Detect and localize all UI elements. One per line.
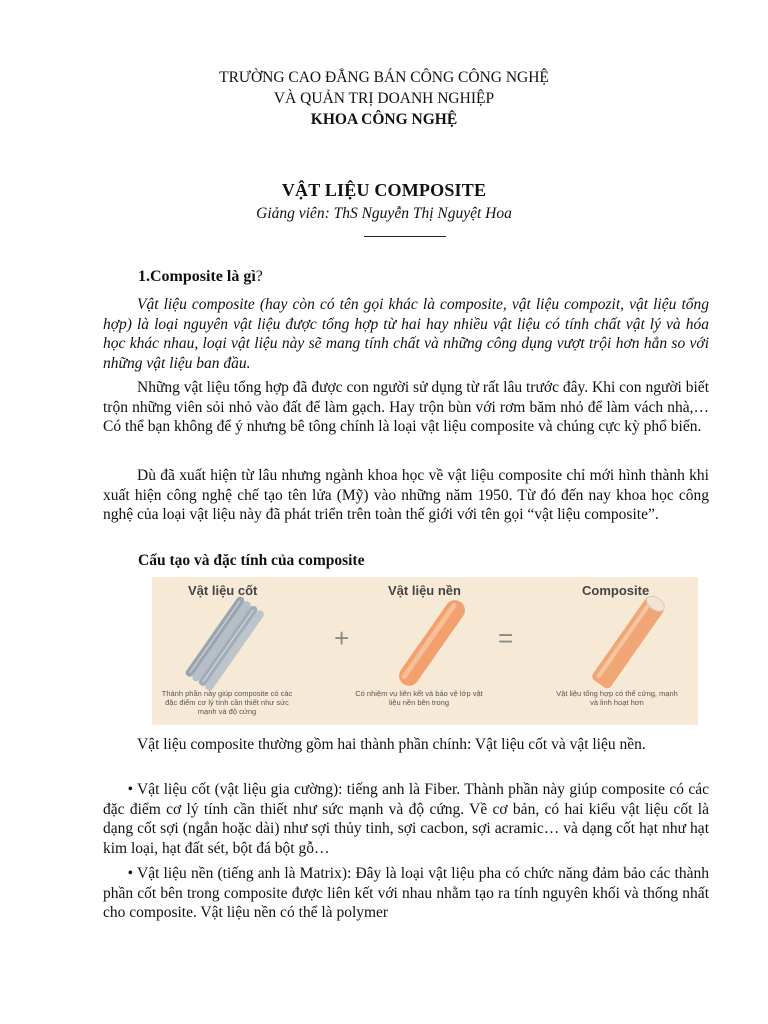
matrix-caption: Có nhiệm vụ liên kết và bảo vệ lớp vật liệu nền bên trong: [355, 689, 483, 707]
composite-label: Composite: [582, 583, 650, 598]
composite-caption: Vật liệu tổng hợp có thể cứng, mạnh và linh hoạt hơn: [556, 689, 678, 707]
matrix-bar-illustration: [395, 596, 469, 689]
document-title: VẬT LIỆU COMPOSITE: [281, 180, 487, 200]
equals-sign: =: [498, 623, 514, 653]
bullet-matrix: [103, 864, 709, 923]
paragraph-definition-text: Vật liệu composite (hay còn có tên gọi khác là composite, vật liệu compozit, vật liệu tổng hợp) là loại nguyên vật liệu được tổng hợp từ hai hay nhiều vật liệu có tính chất vật lý và hóa học khác nhau, loại vật liệu này sẽ mang tính chất và những công dụng vượt trội hơn hẳn so với những vật liệu ban đầu.: [103, 296, 709, 372]
bullet-matrix-mark: •: [127, 865, 133, 882]
school-name-line2: VÀ QUẢN TRỊ DOANH NGHIỆP: [273, 90, 495, 107]
paragraph-components: [103, 735, 709, 755]
fiber-label: Vật liệu cốt: [188, 583, 258, 598]
section1-heading: [138, 268, 263, 286]
matrix-label: Vật liệu nền: [388, 583, 461, 598]
fiber-rods-illustration: [184, 595, 265, 692]
school-name-line1: TRƯỜNG CAO ĐẲNG BÁN CÔNG CÔNG NGHỆ: [219, 69, 549, 86]
composite-bar-illustration: [590, 592, 668, 690]
section1-heading-mark: ?: [255, 268, 263, 285]
composite-diagram: [152, 577, 698, 725]
section1-heading-text: 1.Composite là gì: [138, 268, 256, 285]
paragraph-definition: [103, 295, 709, 373]
faculty-name: KHOA CÔNG NGHỆ: [310, 111, 458, 128]
plus-sign: +: [334, 623, 350, 653]
paragraph-history-text: Những vật liệu tổng hợp đã được con người sử dụng từ rất lâu trước đây. Khi con người biết trộn những viên sỏi nhỏ vào đất để làm gạch. Hay trộn bùn với rơm băm nhỏ để làm vách nhà,… Có thể bạn không để ý nhưng bê tông chính là loại vật liệu composite và chúng cực kỳ phổ biến.: [103, 379, 709, 435]
paragraph-science-text: Dù đã xuất hiện từ lâu nhưng ngành khoa học về vật liệu composite chỉ mới hình thành khi xuất hiện công nghệ chế tạo tên lửa (Mỹ) vào những năm 1950. Từ đó đến nay khoa học công nghệ của loại vật liệu này đã phát triển trên toàn thế giới với tên gọi “vật liệu composite”.: [103, 467, 709, 523]
paragraph-history: [103, 378, 709, 437]
bullet-fiber: [103, 780, 709, 858]
bullet-fiber-mark: •: [127, 781, 133, 798]
title-divider: [364, 236, 446, 237]
paragraph-science: [103, 466, 709, 525]
bullet-fiber-text: Vật liệu cốt (vật liệu gia cường): tiếng anh là Fiber. Thành phần này giúp composite có các đặc điểm cơ lý tính cần thiết như sức mạnh và độ cứng. Về cơ bản, có hai kiểu vật liệu cốt là dạng cốt sợi (ngắn hoặc dài) như sợi thủy tinh, sợi cacbon, sợi acramic… và dạng cốt hạt như hạt kim loại, hạt đất sét, bột đá bột gỗ…: [103, 781, 709, 857]
section2-heading: Cấu tạo và đặc tính của composite: [138, 552, 365, 569]
fiber-caption: Thành phần này giúp composite có các đặc điểm cơ lý tính cần thiết như sức mạnh và độ cứng: [161, 689, 293, 716]
paragraph-components-text: Vật liệu composite thường gồm hai thành phần chính: Vật liệu cốt và vật liệu nền.: [137, 736, 646, 753]
bullet-matrix-text: Vật liệu nền (tiếng anh là Matrix): Đây là loại vật liệu pha có chức năng đảm bảo các thành phần cốt bên trong composite được liên kết với nhau nhằm tạo ra tính nguyên khối và thống nhất cho composite. Vật liệu nền có thể là polymer: [103, 865, 709, 921]
lecturer-line: Giảng viên: ThS Nguyễn Thị Nguyệt Hoa: [256, 205, 512, 222]
